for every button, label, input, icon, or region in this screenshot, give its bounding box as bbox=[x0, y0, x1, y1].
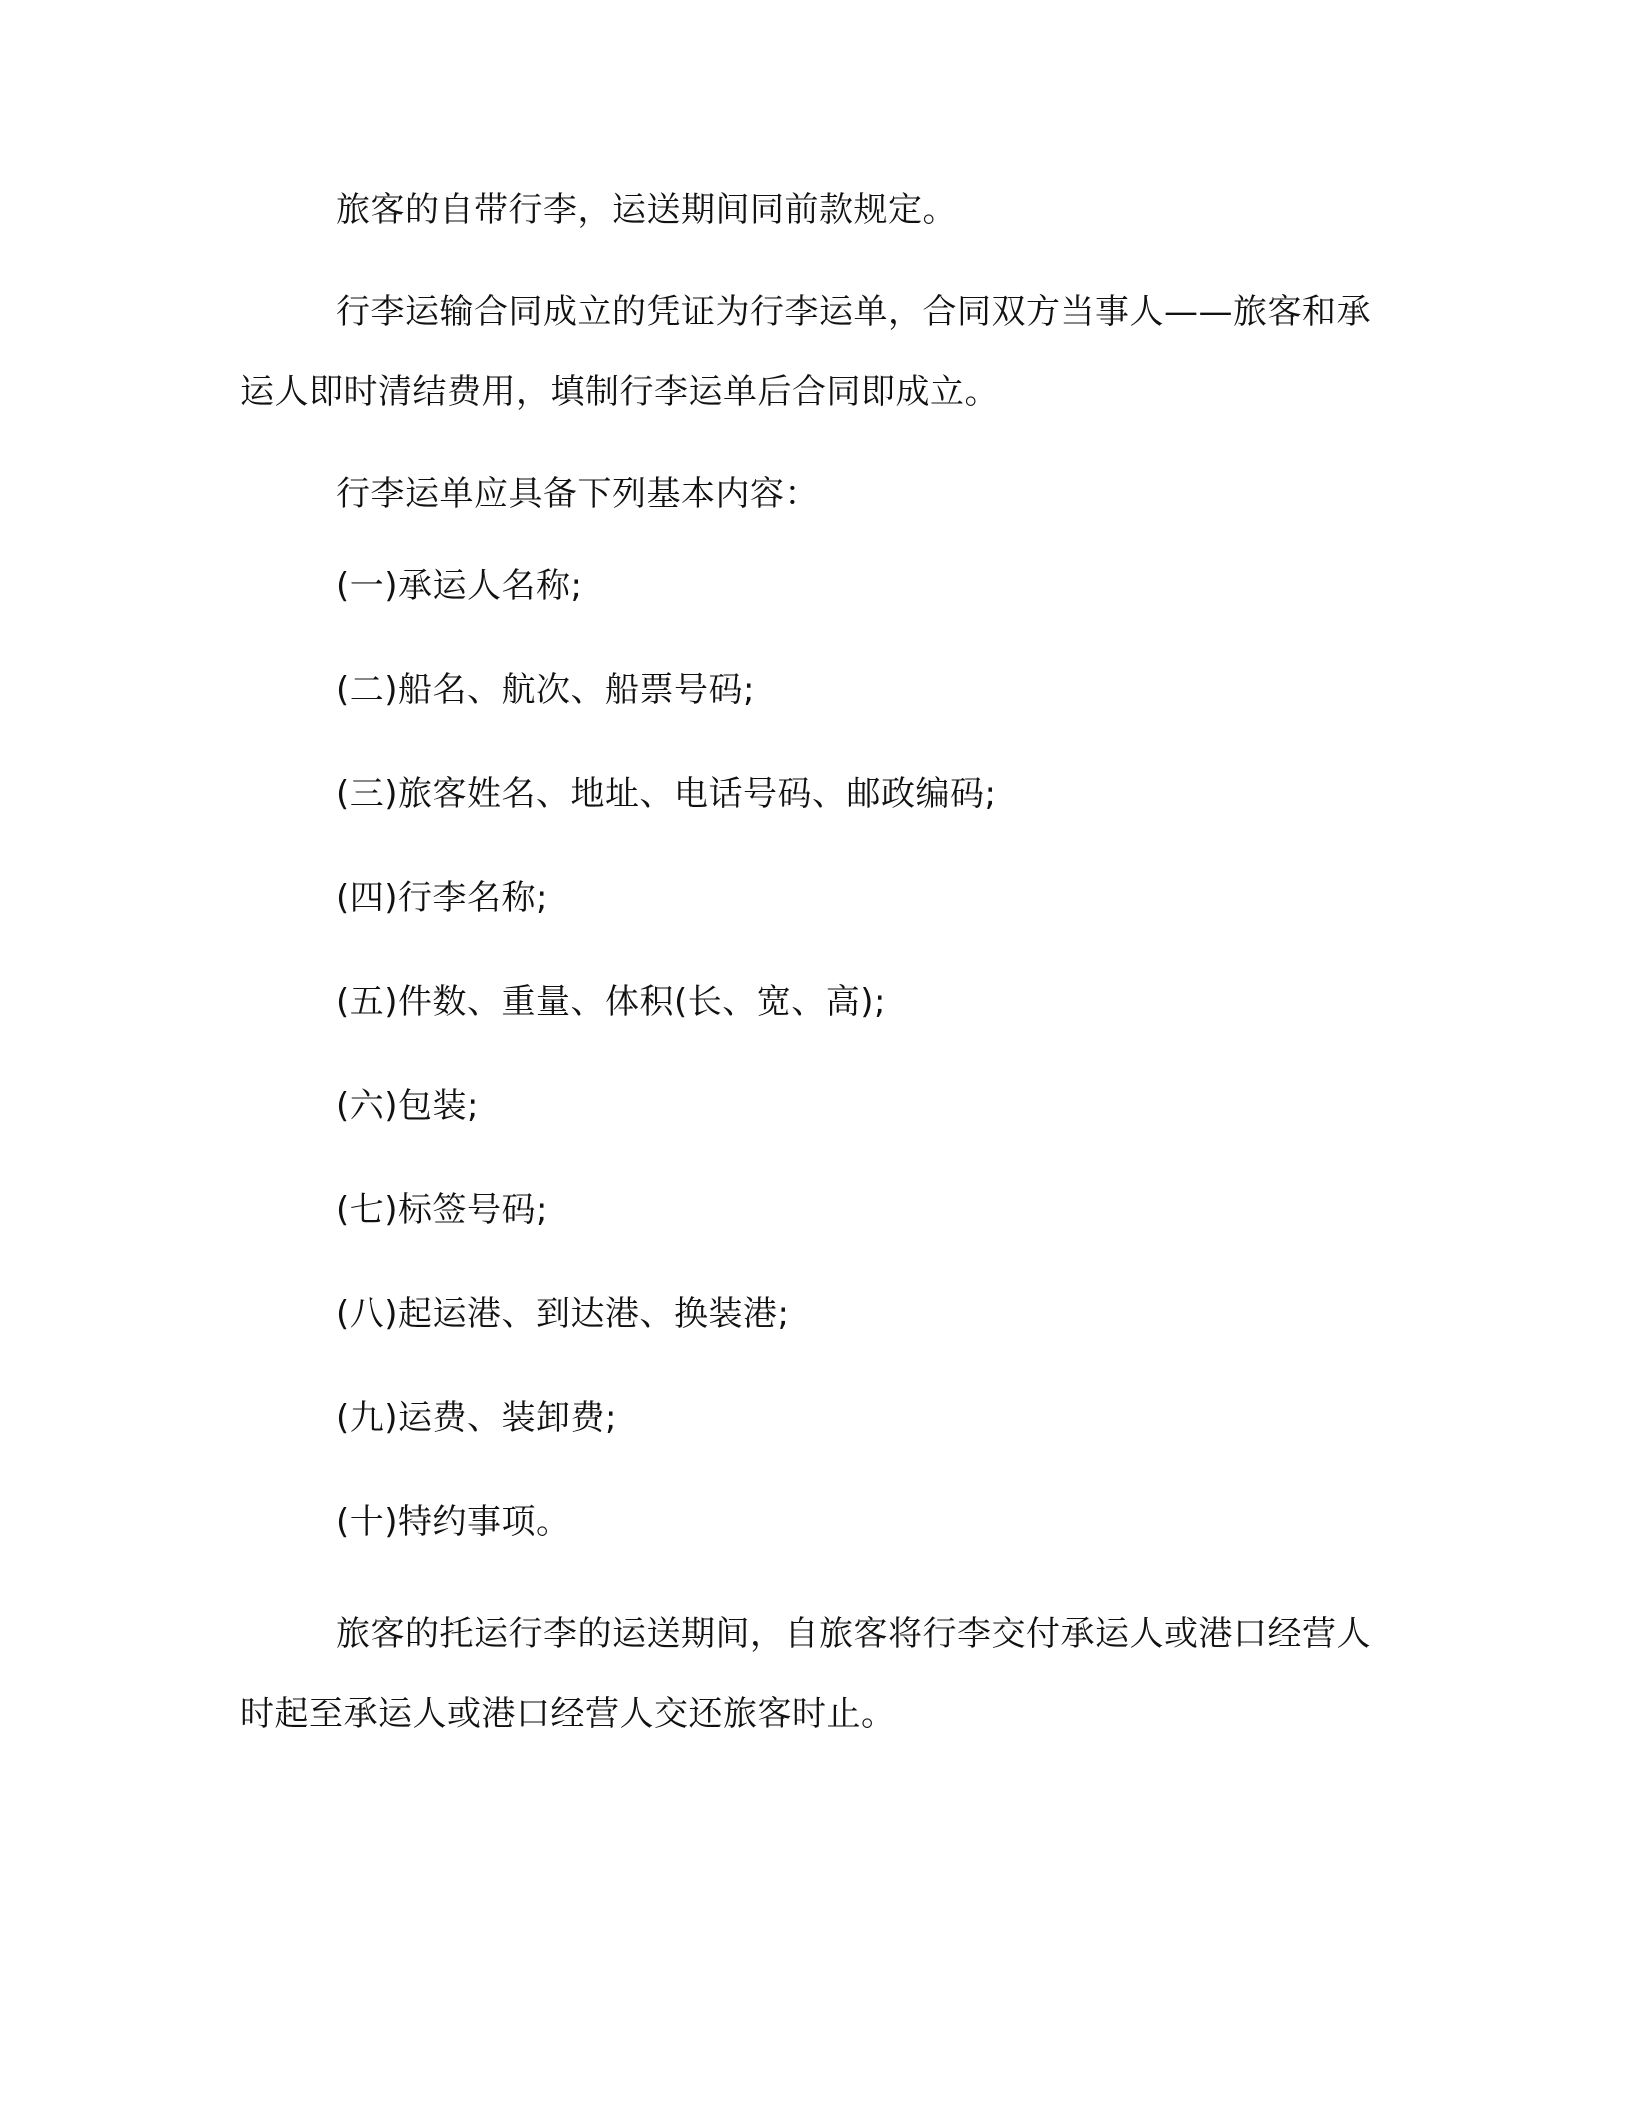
list-item-carrier-name: (一)承运人名称; bbox=[336, 566, 583, 606]
list-item-quantity-weight-volume: (五)件数、重量、体积(长、宽、高); bbox=[336, 982, 887, 1022]
list-item-fees: (九)运费、装卸费; bbox=[336, 1398, 617, 1438]
document-body bbox=[240, 170, 1380, 1754]
list-item-luggage-name: (四)行李名称; bbox=[336, 878, 548, 918]
list-item-ship-voyage-ticket: (二)船名、航次、船票号码; bbox=[336, 670, 755, 710]
paragraph-waybill-contents-intro: 行李运单应具备下列基本内容： bbox=[336, 474, 819, 514]
paragraph-checked-luggage-period: 旅客的托运行李的运送期间，自旅客将行李交付承运人或港口经营人时起至承运人或港口经营人交还旅客时止。 bbox=[240, 1614, 1371, 1734]
list-item-ports: (八)起运港、到达港、换装港; bbox=[336, 1294, 790, 1334]
list-item-label-number: (七)标签号码; bbox=[336, 1190, 548, 1230]
paragraph-contract-evidence: 行李运输合同成立的凭证为行李运单，合同双方当事人——旅客和承运人即时清结费用，填制行李运单后合同即成立。 bbox=[240, 292, 1371, 412]
paragraph-carry-on-luggage: 旅客的自带行李，运送期间同前款规定。 bbox=[336, 190, 957, 230]
list-item-special-terms: (十)特约事项。 bbox=[336, 1502, 571, 1542]
list-item-passenger-info: (三)旅客姓名、地址、电话号码、邮政编码; bbox=[336, 774, 997, 814]
list-item-packaging: (六)包装; bbox=[336, 1086, 479, 1126]
